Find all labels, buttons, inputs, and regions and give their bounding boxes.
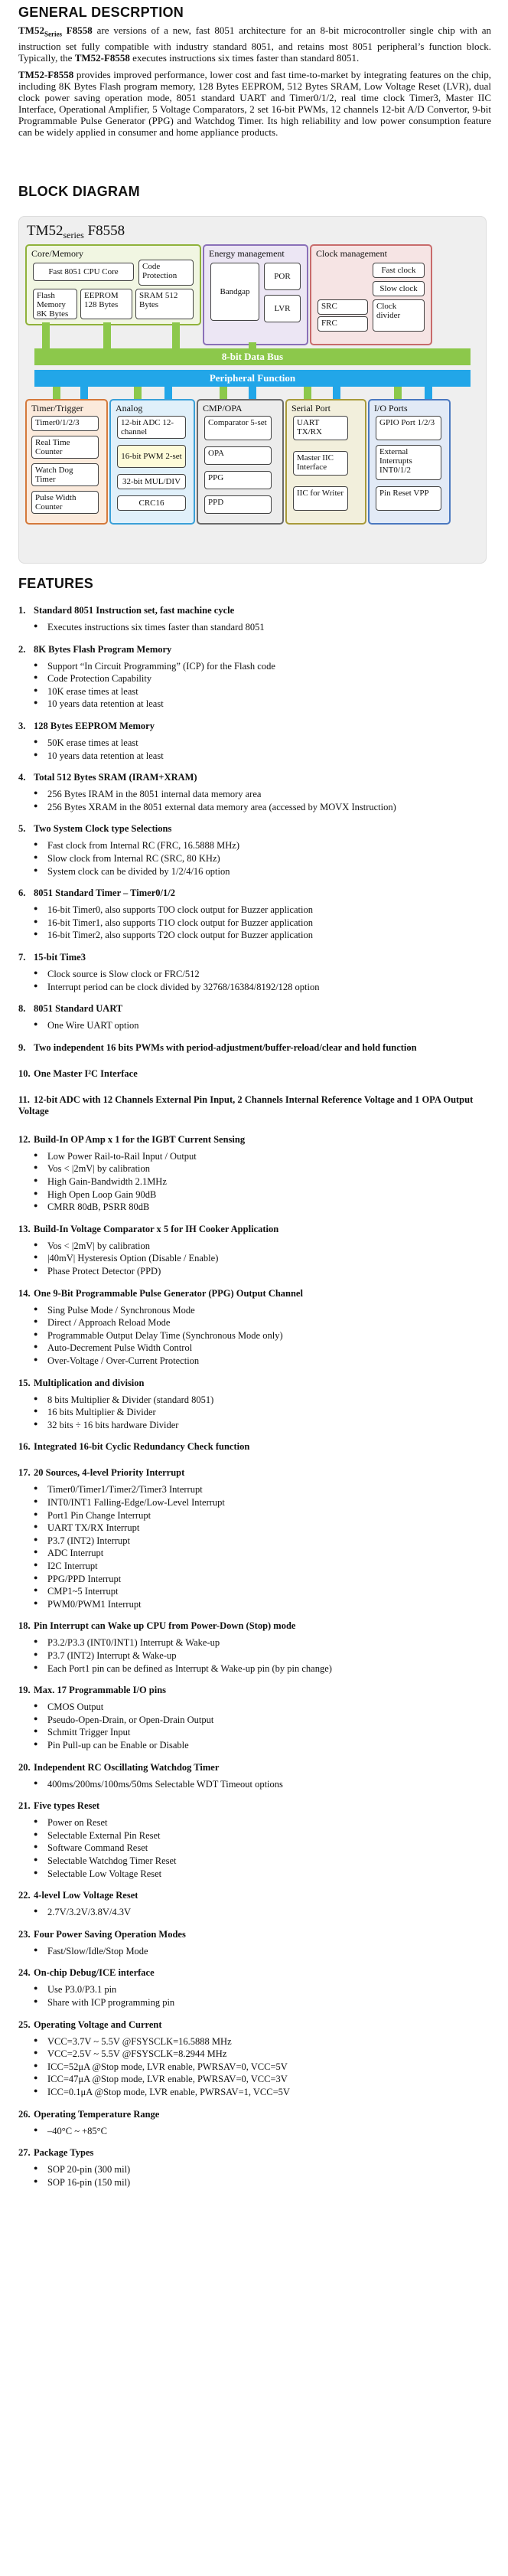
cmp-opa-group bbox=[197, 399, 284, 525]
core-memory-group bbox=[25, 244, 201, 325]
io-ports-group bbox=[368, 399, 451, 525]
feature-bullet: ● 10 years data retention at least bbox=[47, 750, 491, 762]
block-diagram bbox=[18, 216, 487, 564]
feature-bullet: ● Timer0/Timer1/Timer2/Timer3 Interrupt bbox=[47, 1484, 491, 1496]
feature-title: 6. 8051 Standard Timer – Timer0/1/2 bbox=[18, 888, 175, 899]
feature-bullet: ● Software Command Reset bbox=[47, 1842, 491, 1854]
connector bbox=[425, 387, 432, 399]
feature-bullet: ● Each Port1 pin can be defined as Interrupt & Wake-up pin (by pin change) bbox=[47, 1663, 491, 1675]
feature-bullet: ● 16-bit Timer2, also supports T2O clock output for Buzzer application bbox=[47, 930, 491, 941]
feature-bullet: ● SOP 16-pin (150 mil) bbox=[47, 2177, 491, 2189]
feature-title: 27. Package Types bbox=[18, 2147, 94, 2159]
feature-title: 21. Five types Reset bbox=[18, 1800, 100, 1812]
feature-bullet: ● Clock source is Slow clock or FRC/512 bbox=[47, 969, 491, 980]
diagram-title: $TM52_{series}$ F8558 bbox=[27, 223, 125, 240]
feature-bullet: ● Low Power Rail-to-Rail Input / Output bbox=[47, 1151, 491, 1162]
feature-title: 24. On-chip Debug/ICE interface bbox=[18, 1967, 155, 1979]
feature-bullet: ● I2C Interrupt bbox=[47, 1561, 491, 1572]
feature-bullet: ● PWM0/PWM1 Interrupt bbox=[47, 1599, 491, 1610]
feature-bullet: ● CMOS Output bbox=[47, 1702, 491, 1713]
external-interrupts-box: External Interrupts INT0/1/2 bbox=[376, 445, 441, 480]
feature-bullet: ● Selectable Low Voltage Reset bbox=[47, 1868, 491, 1880]
connector bbox=[164, 387, 172, 399]
feature-bullet: ● Pseudo-Open-Drain, or Open-Drain Output bbox=[47, 1715, 491, 1726]
fast-clock-box: Fast clock bbox=[373, 263, 425, 278]
flash-memory-box: Flash Memory 8K Bytes bbox=[33, 289, 77, 319]
feature-bullet: ● Fast/Slow/Idle/Stop Mode bbox=[47, 1946, 491, 1957]
feature-title: 17. 20 Sources, 4-level Priority Interrupt bbox=[18, 1467, 185, 1479]
feature-title: 26. Operating Temperature Range bbox=[18, 2108, 160, 2120]
feature-bullet: ● PPG/PPD Interrupt bbox=[47, 1574, 491, 1585]
feature-bullet: ● 50K erase times at least bbox=[47, 737, 491, 749]
pulse-width-counter-box: Pulse Width Counter bbox=[31, 491, 99, 514]
feature-title: 9. Two independent 16 bits PWMs with period-adjustment/buffer-reload/clear and hold function bbox=[18, 1041, 417, 1053]
ppd-box: PPD bbox=[204, 495, 272, 514]
general-paragraph-2: TM52-F8558 provides improved performance, lower cost and fast time-to-market by integrating features on the chip, including 8K Bytes Flash program memory, 128 Bytes EEPROM, 512 Bytes SRAM, Low Voltage Reset (LVR), dual clock power saving operation mode, 8051 standard UART and Timer0/1/2, real time clock Timer3, Master IIC Interface, Operational Amplifier, 5 Voltage Comparators, 2 set 16-bit PWMs, 12 channels 12-bit A/D Convertor, 9-bit Programmable Pulse Generator (PPG) and Watchdog Timer. Its high reliability and low power consumption feature can be widely applied in consumer and home appliance products. bbox=[18, 69, 491, 138]
connector bbox=[80, 387, 88, 399]
feature-title: 10. One Master I²C Interface bbox=[18, 1067, 138, 1079]
comparator-box: Comparator 5-set bbox=[204, 416, 272, 440]
master-iic-box: Master IIC Interface bbox=[293, 451, 348, 476]
timer-box: Timer0/1/2/3 bbox=[31, 416, 99, 431]
serial-port-title: Serial Port bbox=[291, 403, 331, 414]
feature-bullet: ● High Gain-Bandwidth 2.1MHz bbox=[47, 1176, 491, 1188]
feature-bullet: ● Executes instructions six times faster than standard 8051 bbox=[47, 622, 491, 633]
connector bbox=[134, 387, 142, 399]
feature-bullet: ● 8 bits Multiplier & Divider (standard 8051) bbox=[47, 1394, 491, 1406]
feature-bullet: ● Fast clock from Internal RC (FRC, 16.5888 MHz) bbox=[47, 840, 491, 852]
feature-bullet: ● UART TX/RX Interrupt bbox=[47, 1522, 491, 1534]
feature-bullet: ● SOP 20-pin (300 mil) bbox=[47, 2164, 491, 2176]
clock-divider-box: Clock divider bbox=[373, 299, 425, 332]
feature-bullet: ● High Open Loop Gain 90dB bbox=[47, 1189, 491, 1201]
feature-bullet: ● Interrupt period can be clock divided by 32768/16384/8192/128 option bbox=[47, 982, 491, 993]
frc-box: FRC bbox=[318, 316, 368, 332]
feature-bullet: ● Selectable External Pin Reset bbox=[47, 1830, 491, 1842]
por-box: POR bbox=[264, 263, 301, 290]
feature-bullet: ● System clock can be divided by 1/2/4/16 option bbox=[47, 866, 491, 878]
feature-bullet: ● Power on Reset bbox=[47, 1817, 491, 1829]
timer-trigger-group bbox=[25, 399, 108, 525]
opa-box: OPA bbox=[204, 446, 272, 465]
feature-bullet: ● ICC=47μA @Stop mode, LVR enable, PWRSAV=0, VCC=3V bbox=[47, 2074, 491, 2085]
feature-bullet: ● VCC=3.7V ~ 5.5V @FSYSCLK=16.5888 MHz bbox=[47, 2036, 491, 2048]
pwm-box: 16-bit PWM 2-set bbox=[117, 445, 186, 468]
feature-bullet: ● 256 Bytes XRAM in the 8051 external data memory area (accessed by MOVX Instruction) bbox=[47, 802, 491, 813]
slow-clock-box: Slow clock bbox=[373, 281, 425, 296]
feature-bullet: ● Programmable Output Delay Time (Synchronous Mode only) bbox=[47, 1330, 491, 1342]
clock-management-group bbox=[310, 244, 432, 345]
feature-bullet: ● Auto-Decrement Pulse Width Control bbox=[47, 1342, 491, 1354]
feature-title: 11. 12-bit ADC with 12 Channels External Pin Input, 2 Channels Internal Reference Voltage and 1 OPA Output Voltage bbox=[18, 1093, 474, 1116]
feature-title: 3. 128 Bytes EEPROM Memory bbox=[18, 721, 155, 731]
connector bbox=[103, 322, 111, 348]
feature-bullet: ● 256 Bytes IRAM in the 8051 internal data memory area bbox=[47, 789, 491, 800]
ppg-box: PPG bbox=[204, 471, 272, 489]
lvr-box: LVR bbox=[264, 295, 301, 322]
feature-title: 23. Four Power Saving Operation Modes bbox=[18, 1928, 186, 1940]
feature-bullet: ● Vos < |2mV| by calibration bbox=[47, 1241, 491, 1252]
feature-title: 18. Pin Interrupt can Wake up CPU from Power-Down (Stop) mode bbox=[18, 1620, 296, 1632]
iic-writer-box: IIC for Writer bbox=[293, 486, 348, 511]
feature-bullet: ● Vos < |2mV| by calibration bbox=[47, 1163, 491, 1175]
feature-title: 15. Multiplication and division bbox=[18, 1377, 145, 1388]
feature-bullet: ● VCC=2.5V ~ 5.5V @FSYSCLK=8.2944 MHz bbox=[47, 2048, 491, 2060]
feature-bullet: ● Pin Pull-up can be Enable or Disable bbox=[47, 1740, 491, 1751]
feature-title: 19. Max. 17 Programmable I/O pins bbox=[18, 1685, 167, 1696]
io-ports-title: I/O Ports bbox=[374, 403, 408, 414]
feature-bullet: ● Selectable Watchdog Timer Reset bbox=[47, 1855, 491, 1867]
feature-title: 1. Standard 8051 Instruction set, fast machine cycle bbox=[18, 605, 235, 616]
energy-management-title: Energy management bbox=[209, 248, 285, 259]
connector bbox=[249, 387, 256, 399]
serial-port-group bbox=[285, 399, 366, 525]
feature-bullet: ● ADC Interrupt bbox=[47, 1548, 491, 1559]
feature-bullet: ● Use P3.0/P3.1 pin bbox=[47, 1984, 491, 1996]
real-time-counter-box: Real Time Counter bbox=[31, 436, 99, 459]
adc-box: 12-bit ADC 12-channel bbox=[117, 416, 186, 439]
feature-bullet: ● 16-bit Timer1, also supports T1O clock output for Buzzer application bbox=[47, 917, 491, 929]
energy-management-group bbox=[203, 244, 308, 345]
feature-bullet: ● Direct / Approach Reload Mode bbox=[47, 1317, 491, 1329]
connector bbox=[304, 387, 311, 399]
src-box: SRC bbox=[318, 299, 368, 315]
feature-bullet: ● INT0/INT1 Falling-Edge/Low-Level Interrupt bbox=[47, 1497, 491, 1509]
peripheral-bus: Peripheral Function bbox=[34, 370, 471, 387]
core-memory-title: Core/Memory bbox=[31, 248, 83, 259]
feature-bullet: ● Schmitt Trigger Input bbox=[47, 1727, 491, 1738]
feature-bullet: ● 2.7V/3.2V/3.8V/4.3V bbox=[47, 1907, 491, 1918]
feature-title: 14. One 9-Bit Programmable Pulse Generator (PPG) Output Channel bbox=[18, 1287, 303, 1299]
feature-bullet: ● 16 bits Multiplier & Divider bbox=[47, 1407, 491, 1418]
feature-bullet: ● Slow clock from Internal RC (SRC, 80 KHz) bbox=[47, 853, 491, 865]
code-protection-box: Code Protection bbox=[138, 260, 194, 286]
connector bbox=[53, 387, 60, 399]
timer-trigger-title: Timer/Trigger bbox=[31, 403, 83, 414]
cpu-core-box: Fast 8051 CPU Core bbox=[33, 263, 134, 281]
feature-bullet: ● 400ms/200ms/100ms/50ms Selectable WDT Timeout options bbox=[47, 1779, 491, 1790]
feature-bullet: ● 32 bits ÷ 16 bits hardware Divider bbox=[47, 1420, 491, 1431]
feature-bullet: ● CMP1~5 Interrupt bbox=[47, 1586, 491, 1597]
pin-reset-box: Pin Reset VPP bbox=[376, 486, 441, 511]
connector bbox=[249, 342, 256, 348]
features-heading: FEATURES bbox=[18, 576, 94, 591]
feature-bullet: ● Port1 Pin Change Interrupt bbox=[47, 1510, 491, 1522]
feature-title: 7. 15-bit Time3 bbox=[18, 952, 86, 963]
feature-title: 25. Operating Voltage and Current bbox=[18, 2019, 162, 2030]
crc16-box: CRC16 bbox=[117, 495, 186, 511]
feature-bullet: ● Phase Protect Detector (PPD) bbox=[47, 1266, 491, 1277]
data-bus: 8-bit Data Bus bbox=[34, 348, 471, 365]
connector bbox=[220, 387, 227, 399]
feature-bullet: ● 16-bit Timer0, also supports T0O clock output for Buzzer application bbox=[47, 904, 491, 916]
feature-bullet: ● Share with ICP programming pin bbox=[47, 1997, 491, 2009]
feature-title: 4. Total 512 Bytes SRAM (IRAM+XRAM) bbox=[18, 772, 197, 783]
uart-box: UART TX/RX bbox=[293, 416, 348, 440]
block-diagram-heading: BLOCK DIAGRAM bbox=[18, 184, 140, 199]
cmp-opa-title: CMP/OPA bbox=[203, 403, 243, 414]
feature-title: 5. Two System Clock type Selections bbox=[18, 823, 172, 835]
eeprom-box: EEPROM 128 Bytes bbox=[80, 289, 132, 319]
feature-title: 22. 4-level Low Voltage Reset bbox=[18, 1890, 138, 1901]
feature-title: 12. Build-In OP Amp x 1 for the IGBT Current Sensing bbox=[18, 1133, 246, 1145]
sram-box: SRAM 512 Bytes bbox=[135, 289, 194, 319]
connector bbox=[172, 322, 180, 348]
feature-bullet: ● P3.7 (INT2) Interrupt & Wake-up bbox=[47, 1650, 491, 1662]
feature-bullet: ● 10 years data retention at least bbox=[47, 698, 491, 710]
connector bbox=[394, 387, 402, 399]
feature-bullet: ● Support “In Circuit Programming” (ICP) for the Flash code bbox=[47, 661, 491, 672]
feature-bullet: ● Over-Voltage / Over-Current Protection bbox=[47, 1355, 491, 1367]
feature-bullet: ● 10K erase times at least bbox=[47, 686, 491, 698]
mul-div-box: 32-bit MUL/DIV bbox=[117, 474, 186, 489]
feature-title: 13. Build-In Voltage Comparator x 5 for IH Cooker Application bbox=[18, 1223, 279, 1234]
feature-bullet: ● Code Protection Capability bbox=[47, 673, 491, 685]
feature-title: 16. Integrated 16-bit Cyclic Redundancy Check function bbox=[18, 1441, 250, 1453]
feature-bullet: ● P3.7 (INT2) Interrupt bbox=[47, 1535, 491, 1547]
feature-bullet: ● Sing Pulse Mode / Synchronous Mode bbox=[47, 1305, 491, 1316]
connector bbox=[42, 322, 50, 348]
feature-bullet: ● –40°C ~ +85°C bbox=[47, 2126, 491, 2137]
bandgap-box: Bandgap bbox=[210, 263, 259, 321]
feature-bullet: ● CMRR 80dB, PSRR 80dB bbox=[47, 1201, 491, 1213]
product-name: $TM52_{Series}$ F8558 bbox=[18, 25, 93, 38]
feature-title: 20. Independent RC Oscillating Watchdog Timer bbox=[18, 1761, 220, 1773]
gpio-box: GPIO Port 1/2/3 bbox=[376, 416, 441, 440]
feature-bullet: ● ICC=52μA @Stop mode, LVR enable, PWRSAV=0, VCC=5V bbox=[47, 2061, 491, 2073]
feature-title: 2. 8K Bytes Flash Program Memory bbox=[18, 643, 172, 655]
analog-group bbox=[109, 399, 195, 525]
general-paragraph-1: $TM52_{Series}$ F8558 are versions of a new, fast 8051 architecture for an 8-bit microcontroller single chip with an instruction set fully compatible with industry standard 8051, and retains most 8051 peripheral’s function block. Typically, the TM52-F8558 executes instructions six times faster than standard 8051. bbox=[18, 25, 491, 64]
feature-bullet: ● |40mV| Hysteresis Option (Disable / Enable) bbox=[47, 1253, 491, 1264]
feature-title: 8. 8051 Standard UART bbox=[18, 1003, 123, 1015]
feature-bullet: ● ICC=0.1μA @Stop mode, LVR enable, PWRSAV=1, VCC=5V bbox=[47, 2087, 491, 2098]
feature-bullet: ● P3.2/P3.3 (INT0/INT1) Interrupt & Wake-up bbox=[47, 1637, 491, 1649]
clock-management-title: Clock management bbox=[316, 248, 387, 259]
general-heading: GENERAL DESCRPTION bbox=[18, 5, 184, 20]
connector bbox=[333, 387, 340, 399]
watchdog-timer-box: Watch Dog Timer bbox=[31, 463, 99, 486]
feature-bullet: ● One Wire UART option bbox=[47, 1020, 491, 1031]
analog-title: Analog bbox=[116, 403, 143, 414]
